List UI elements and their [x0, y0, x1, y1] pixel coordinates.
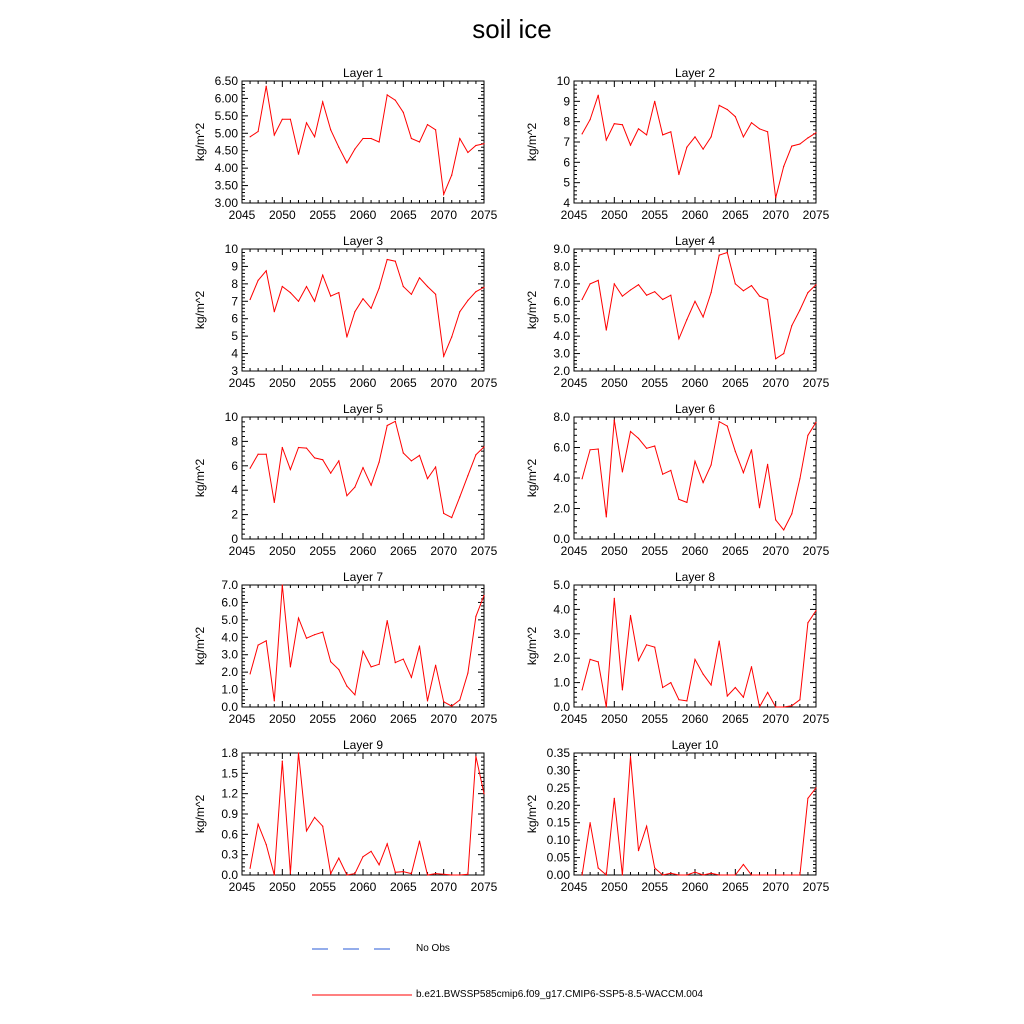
layer-9-xtick-label: 2050 — [268, 880, 296, 894]
layer-6-ylabel: kg/m^2 — [525, 458, 539, 498]
layer-5-ylabel: kg/m^2 — [193, 458, 207, 498]
layer-4-xtick-label: 2060 — [681, 376, 709, 390]
layer-9-ytick-label: 0.0 — [221, 868, 238, 882]
legend-label-no-obs: No Obs — [416, 943, 450, 954]
layer-1-ytick-label: 6.00 — [214, 91, 238, 106]
layer-6-xtick-label: 2055 — [641, 544, 669, 558]
layer-10-ytick-label: 0.35 — [546, 746, 570, 760]
layer-4-ytick-label: 9.0 — [553, 242, 570, 256]
layer-7-ytick-label: 6.0 — [221, 595, 238, 610]
layer-10-ytick-label: 0.00 — [546, 868, 570, 882]
layer-9-xtick-label: 2060 — [349, 880, 377, 894]
layer-3-ytick-label: 8 — [231, 276, 238, 291]
layer-1-xtick-label: 2055 — [309, 208, 337, 222]
layer-2-ytick-label: 4 — [563, 196, 570, 210]
layer-7-ytick-label: 2.0 — [221, 665, 238, 680]
layer-9-title: Layer 9 — [342, 738, 384, 752]
layer-6-xtick-label: 2070 — [762, 544, 790, 558]
layer-2-ytick-label: 10 — [556, 74, 570, 88]
layer-5-ytick-label: 4 — [231, 483, 238, 498]
layer-6-ytick-label: 2.0 — [553, 501, 570, 516]
layer-4-ytick-label: 2.0 — [553, 364, 570, 378]
layer-3-xtick-label: 2075 — [470, 376, 498, 390]
layer-7-xtick-label: 2075 — [470, 712, 498, 726]
layer-1-xtick-label: 2045 — [228, 208, 256, 222]
layer-9-xtick-label: 2070 — [430, 880, 458, 894]
layer-7-xtick-label: 2065 — [389, 712, 417, 726]
layer-6-xtick-label: 2045 — [560, 544, 588, 558]
layer-9-ytick-label: 1.5 — [221, 766, 238, 781]
layer-8-xtick-label: 2045 — [560, 712, 588, 726]
layer-8-xtick-label: 2055 — [641, 712, 669, 726]
layer-3-ytick-label: 4 — [231, 346, 238, 361]
layer-8-xtick-label: 2060 — [681, 712, 709, 726]
layer-8-ylabel: kg/m^2 — [525, 626, 539, 666]
layer-4-xtick-label: 2065 — [721, 376, 749, 390]
layer-3-xtick-label: 2060 — [349, 376, 377, 390]
layer-6-title: Layer 6 — [674, 402, 716, 416]
layer-1-xtick-label: 2060 — [349, 208, 377, 222]
layer-3-ylabel: kg/m^2 — [193, 290, 207, 330]
layer-10-xtick-label: 2060 — [681, 880, 709, 894]
layer-1-xtick-label: 2070 — [430, 208, 458, 222]
layer-5-xtick-label: 2070 — [430, 544, 458, 558]
layer-2-ytick-label: 9 — [563, 94, 570, 109]
layer-3-xtick-label: 2070 — [430, 376, 458, 390]
layer-4-ytick-label: 4.0 — [553, 329, 570, 344]
layer-9-xtick-label: 2075 — [470, 880, 498, 894]
layer-10-xtick-label: 2070 — [762, 880, 790, 894]
layer-10-xtick-label: 2045 — [560, 880, 588, 894]
layer-3-ytick-label: 10 — [224, 242, 238, 256]
layer-5-title: Layer 5 — [342, 402, 384, 416]
layer-2-ytick-label: 7 — [563, 135, 570, 149]
layer-10-ytick-label: 0.25 — [546, 780, 570, 795]
layer-5-ytick-label: 10 — [224, 410, 238, 424]
layer-7-ytick-label: 3.0 — [221, 647, 238, 662]
layer-1-xtick-label: 2065 — [389, 208, 417, 222]
layer-4-xtick-label: 2070 — [762, 376, 790, 390]
layer-9-ytick-label: 1.8 — [221, 746, 238, 760]
layer-5-xtick-label: 2045 — [228, 544, 256, 558]
layer-10-ytick-label: 0.15 — [546, 815, 570, 830]
layer-1-xtick-label: 2075 — [470, 208, 498, 222]
layer-5-ytick-label: 0 — [231, 532, 238, 546]
layer-8-ytick-label: 4.0 — [553, 602, 570, 617]
layer-6-xtick-label: 2060 — [681, 544, 709, 558]
layer-3-xtick-label: 2065 — [389, 376, 417, 390]
layer-6-ytick-label: 8.0 — [553, 410, 570, 424]
layer-7-ytick-label: 1.0 — [221, 682, 238, 697]
layer-3-xtick-label: 2045 — [228, 376, 256, 390]
layer-5-ytick-label: 2 — [231, 507, 238, 522]
layer-2-xtick-label: 2070 — [762, 208, 790, 222]
layer-5-xtick-label: 2065 — [389, 544, 417, 558]
layer-8-xtick-label: 2075 — [802, 712, 830, 726]
layer-1-ytick-label: 5.00 — [214, 126, 238, 141]
page-title: soil ice — [472, 14, 552, 44]
layer-3-ytick-label: 3 — [231, 364, 238, 378]
layer-10-title: Layer 10 — [671, 738, 719, 752]
layer-1-xtick-label: 2050 — [268, 208, 296, 222]
layer-7-xtick-label: 2070 — [430, 712, 458, 726]
layer-3-ytick-label: 6 — [231, 311, 238, 326]
layer-5-xtick-label: 2075 — [470, 544, 498, 558]
layer-1-ytick-label: 4.00 — [214, 161, 238, 176]
layer-9-xtick-label: 2065 — [389, 880, 417, 894]
layer-9-xtick-label: 2055 — [309, 880, 337, 894]
layer-9-ytick-label: 0.6 — [221, 827, 238, 842]
layer-2-xtick-label: 2075 — [802, 208, 830, 222]
layer-6-ytick-label: 0.0 — [553, 532, 570, 546]
layer-4-ytick-label: 3.0 — [553, 346, 570, 361]
layer-10-xtick-label: 2065 — [721, 880, 749, 894]
layer-8-xtick-label: 2070 — [762, 712, 790, 726]
layer-4-xtick-label: 2050 — [600, 376, 628, 390]
layer-2-title: Layer 2 — [674, 66, 716, 80]
layer-7-ytick-label: 4.0 — [221, 630, 238, 645]
layer-2-xtick-label: 2050 — [600, 208, 628, 222]
layer-9-xtick-label: 2045 — [228, 880, 256, 894]
layer-2-ytick-label: 8 — [563, 114, 570, 129]
layer-5-ytick-label: 6 — [231, 458, 238, 473]
layer-3-title: Layer 3 — [342, 234, 384, 248]
layer-10-xtick-label: 2050 — [600, 880, 628, 894]
layer-2-xtick-label: 2055 — [641, 208, 669, 222]
layer-4-ytick-label: 6.0 — [553, 294, 570, 309]
layer-8-ytick-label: 1.0 — [553, 675, 570, 690]
layer-7-xtick-label: 2050 — [268, 712, 296, 726]
layer-2-ytick-label: 5 — [563, 175, 570, 190]
layer-1-ytick-label: 3.50 — [214, 178, 238, 193]
layer-6-ytick-label: 6.0 — [553, 440, 570, 455]
layer-1-ytick-label: 6.50 — [214, 74, 238, 88]
layer-3-ytick-label: 5 — [231, 329, 238, 344]
layer-6-xtick-label: 2075 — [802, 544, 830, 558]
layer-1-ytick-label: 3.00 — [214, 196, 238, 210]
layer-9-ytick-label: 0.9 — [221, 807, 238, 821]
layer-10-ytick-label: 0.30 — [546, 763, 570, 778]
layer-4-xtick-label: 2045 — [560, 376, 588, 390]
layer-5-xtick-label: 2060 — [349, 544, 377, 558]
layer-2-xtick-label: 2045 — [560, 208, 588, 222]
layer-3-xtick-label: 2055 — [309, 376, 337, 390]
layer-5-xtick-label: 2055 — [309, 544, 337, 558]
layer-7-ytick-label: 0.0 — [221, 700, 238, 714]
layer-10-ytick-label: 0.10 — [546, 833, 570, 848]
layer-3-xtick-label: 2050 — [268, 376, 296, 390]
layer-6-xtick-label: 2065 — [721, 544, 749, 558]
layer-10-ytick-label: 0.20 — [546, 798, 570, 813]
layer-8-ytick-label: 3.0 — [553, 626, 570, 641]
layer-5-xtick-label: 2050 — [268, 544, 296, 558]
layer-8-ytick-label: 2.0 — [553, 651, 570, 666]
layer-8-xtick-label: 2065 — [721, 712, 749, 726]
layer-9-ytick-label: 0.3 — [221, 847, 238, 862]
layer-6-ytick-label: 4.0 — [553, 471, 570, 485]
layer-8-title: Layer 8 — [674, 570, 716, 584]
layer-10-xtick-label: 2055 — [641, 880, 669, 894]
layer-7-ytick-label: 5.0 — [221, 612, 238, 627]
layer-4-ylabel: kg/m^2 — [525, 290, 539, 330]
layer-4-xtick-label: 2075 — [802, 376, 830, 390]
layer-10-ytick-label: 0.05 — [546, 850, 570, 865]
layer-1-ylabel: kg/m^2 — [193, 122, 207, 162]
layer-2-ylabel: kg/m^2 — [525, 122, 539, 162]
layer-7-title: Layer 7 — [342, 570, 384, 584]
layer-1-ytick-label: 5.50 — [214, 108, 238, 123]
layer-7-xtick-label: 2060 — [349, 712, 377, 726]
layer-7-xtick-label: 2045 — [228, 712, 256, 726]
layer-8-ytick-label: 0.0 — [553, 700, 570, 714]
layer-3-ytick-label: 7 — [231, 294, 238, 309]
layer-8-xtick-label: 2050 — [600, 712, 628, 726]
layer-8-ytick-label: 5.0 — [553, 578, 570, 592]
layer-1-title: Layer 1 — [342, 66, 384, 80]
layer-7-ytick-label: 7.0 — [221, 578, 238, 592]
layer-2-xtick-label: 2065 — [721, 208, 749, 222]
layer-6-xtick-label: 2050 — [600, 544, 628, 558]
layer-9-ytick-label: 1.2 — [221, 786, 238, 801]
layer-4-ytick-label: 8.0 — [553, 259, 570, 274]
layer-2-xtick-label: 2060 — [681, 208, 709, 222]
layer-2-ytick-label: 6 — [563, 155, 570, 170]
layer-7-ylabel: kg/m^2 — [193, 626, 207, 666]
layer-5-ytick-label: 8 — [231, 434, 238, 449]
layer-4-xtick-label: 2055 — [641, 376, 669, 390]
layer-9-ylabel: kg/m^2 — [193, 794, 207, 834]
layer-10-ylabel: kg/m^2 — [525, 794, 539, 834]
layer-3-ytick-label: 9 — [231, 259, 238, 274]
layer-4-ytick-label: 7.0 — [553, 276, 570, 291]
layer-7-xtick-label: 2055 — [309, 712, 337, 726]
layer-1-ytick-label: 4.50 — [214, 143, 238, 158]
layer-4-title: Layer 4 — [674, 234, 716, 248]
legend-label-model-run: b.e21.BWSSP585cmip6.f09_g17.CMIP6-SSP5-8.5-WACCM.004 — [416, 989, 703, 1000]
layer-4-ytick-label: 5.0 — [553, 311, 570, 326]
layer-10-xtick-label: 2075 — [802, 880, 830, 894]
